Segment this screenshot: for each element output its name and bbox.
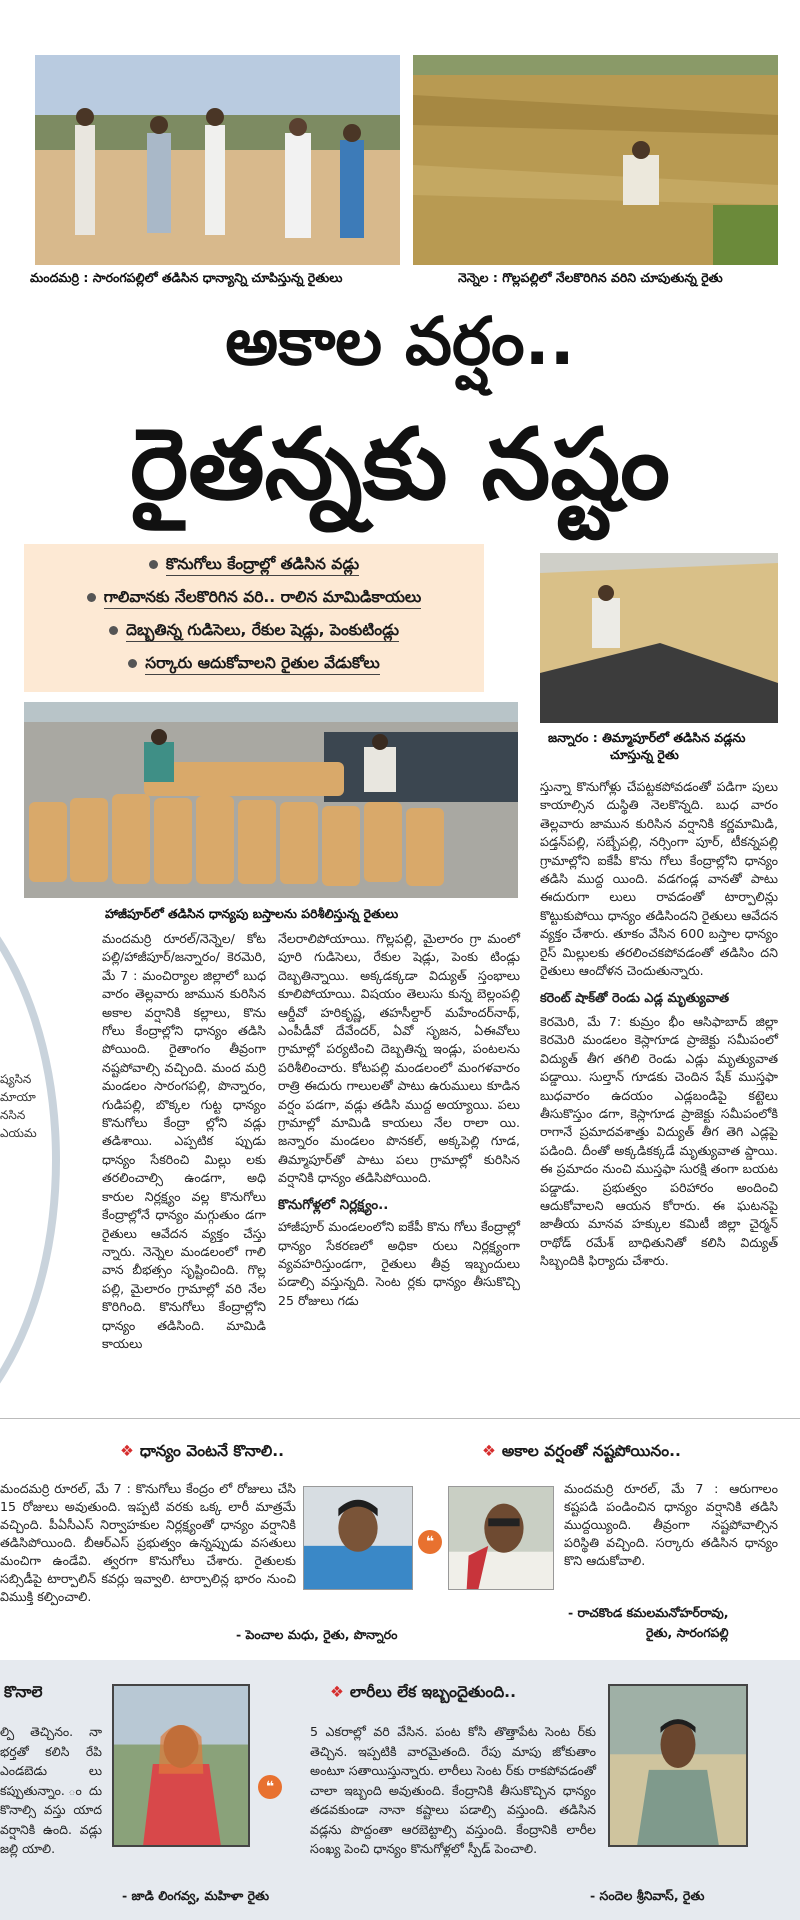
photo-frame-jadi-lingavva [112,1684,250,1847]
photo-farmer-penchala-madhu [303,1486,413,1590]
quote-text-4: 5 ఎకరాల్లో వరి వేసిన. పంట కోసి తొత్తాపేట సెంట ర్‌కు తెచ్చిన. ఇప్పటికి వారమైతంది. రేపు మాపు జోకుతాం అంటూ సతాయిస్తున్నారు. లారీలు సెంట ర్‌కు రాకపోవడంతో చాలా ఇబ్బంది అవుతుంది. కేంద్రానికి తీసుకొచ్చిన ధాన్యం తడవకుండా నానా కష్టాలు పడాల్సి వస్తుంది. తడిసిన వడ్లను పొద్దంతా ఆరబెట్టాల్సి వస్తుంది. కేంద్రానికి లారీల సంఖ్య పెంచి ధాన్యం కొనుగోళ్లలో స్పీడ్‌ పెంచాలి. [310,1724,596,1856]
quote-heading-3: కొనాలె [4,1683,43,1701]
photo-farmers-showing-wet-grain [35,55,400,265]
subheading-electric-shock: కరెంట్‌ షాక్‌తో రెండు ఎడ్ల మృత్యువాత [540,991,730,1007]
quote-icon: ❝ [258,1775,282,1799]
quote-text-1: మందమర్రి రూరల్‌, మే 7 : కొనుగోలు కేంద్రం లో రోజులు చేసి 15 రోజులు అవుతుంది. ఇప్పటి వరకు ఒక్క లారీ మాత్రమే వచ్చింది. పీఏసీఎస్‌ నిర్వాహకుల నిర్లక్ష్యంతో ధాన్యం వర్షానికి తడిసిపోయింది. బీఆర్‌ఎస్‌ ప్రభుత్వం ఉన్నప్పుడు వసతులు మంచిగా ఉండేవి. త్వరగా కొనుగోలు చేశారు. రైతులకు సబ్సిడీపై టార్పాలిన్‌ కవర్లు ఇవ్వాలి. టార్పాలిన్ల భారం నుంచి విముక్తి కల్పించాలి. [0,1481,296,1604]
caption-right-mid-2: చూస్తున్న రైతు [610,747,679,762]
quote-signature-2a: - రాచకొండ కమలమనోహర్‌రావు, [568,1605,729,1620]
diamond-icon: ❖ [482,1442,496,1460]
photo-farmer-fallen-paddy [413,55,778,265]
quote-heading-2: ❖ అకాల వర్షంతో నష్టపోయినం.. [482,1442,681,1460]
quote-signature-1: - పెంచాల మధు, రైతు, పొన్నారం [236,1627,398,1642]
caption-top-right: నెన్నెల : గొల్లపల్లిలో నేలకొరిగిన వరిని చూపుతున్న రైతు [458,270,723,285]
bullet-icon [87,593,96,602]
bullet-icon [128,659,137,668]
quote-text-2: మందమర్రి రూరల్‌, మే 7 : ఆరుగాలం కష్టపడి పండించిన ధాన్యం వర్షానికి తడిసి ముద్దయ్యింది. తీవ్రంగా నష్టపోవాల్సిన పరిస్థితి వచ్చింది. సర్కారు తడిసిన ధాన్యం కొని ఆదుకోవాలి. [564,1481,778,1568]
article-column-3: స్తున్నా కొనుగోళ్లు చేపట్టకపోవడంతో పడిగా పులు కాయాల్సిన దుస్థితి నెలకొన్నది. బుధ వారం తెల్లవారు జామున కురిసిన వర్షానికి కర్ణమామిడి, పడ్తన్‌పల్లి, సబ్బేపల్లి, నర్సింగా పూర్‌, టీకన్నపల్లి గ్రామాల్లోని ఐకేపీ కొను గోలు కేంద్రాల్లోని ధాన్యం తడిసి ముద్ద యింది. వడగండ్ల వానతో పాటు ఈదురుగా లులు రావడంతో టార్పాలిన్లు కొట్టుకుపోయి ధాన్యం తడిసిందని రైతులు ఆవేదన వ్యక్తం చేశారు. తూకం వేసిన 600 బస్తాల ధాన్యం రైస్‌ మిల్లులకు తరలించకపోవడంతో తడిసిం దని రైతులు ఆందోళన చెందుతున్నారు. కరెంట్‌ షాక్‌తో రెండు ఎడ్ల మృత్యువాత కెరమెరి, మే 7: కుమ్రం భీం ఆసిఫాబాద్‌ జిల్లా కెరమెరి మండలం కెస్లాగూడ ప్రాజెక్టు సమీపంలో విద్యుత్‌ తీగ తగిలి రెండు ఎడ్లు మృత్యువాత పడ్డాయి. సుల్తాన్‌ గూడకు చెందిన షేక్‌ ముస్తఫా బుధవారం ఉదయం ఎడ్లబండిపై కట్టెలు తీసుకొస్తుం డగా, కెస్లాగూడ ప్రాజెక్టు సమీపంలోకి రాగానే ప్రమాదవశాత్తు విద్యుత్‌ తీగ తెగి ఎడ్లపై పడింది. దీంతో అక్కడికక్కడే మృత్యువాత ప్డాయి. ఈ ప్రమాదం నుంచి ముస్తఫా సురక్షి తంగా బయట పడ్డాడు. ప్రభుత్వం పరిహారం అందించి ఆదుకోవాలని ఆయన కోరారు. ఈ ఘటనపై జాతీయ మానవ హక్కుల కమిటీ జిల్లా చైర్మన్‌ రాథోడ్‌ రమేశ్‌ బాధితునితో కలిసి విద్యుత్‌ సిబ్బందికి ఫిర్యాదు చేశారు. [540,779,778,1269]
quote-text-3: ల్పి తెచ్చినం. నా భర్తతో కలిసి రేపి ఎండబెడు లు కప్పుతున్నాం. ందు కొనాల్సి వస్తు యాద వర్షానికి ఉంది. వడ్లు జల్లి యాలి. [0,1724,102,1856]
headline-line-2: రైతన్నకు నష్టం [130,408,670,522]
diamond-icon: ❖ [330,1683,344,1701]
quote-heading-1: ❖ ధాన్యం వెంటనే కొనాలి.. [120,1442,284,1460]
quote-signature-4: - సందెల శ్రీనివాస్‌, రైతు [590,1888,705,1903]
caption-top-left: మందమర్రి : సారంగపల్లిలో తడిసిన ధాన్యాన్ని చూపిస్తున్న రైతులు [30,270,343,285]
highlight-item: సర్కారు ఆదుకోవాలని రైతుల వేడుకోలు [24,654,484,676]
photo-farmer-kamala-manohar-rao [448,1486,554,1590]
photo-grain-bags [24,702,518,898]
photo-farmer-checking-wet-grain [540,553,778,723]
bullet-icon [149,560,158,569]
left-edge-fragments: ష్యసిన మాయా నసిన ఎయమ [0,1072,37,1140]
highlight-item: దెబ్బతిన్న గుడిసెలు, రేకుల షెడ్లు, పెంకుటిండ్లు [24,621,484,643]
left-edge-circle [0,860,60,1460]
quote-signature-3: - జాడి లింగవ్వ, మహిళా రైతు [122,1888,270,1903]
bullet-icon [109,626,118,635]
photo-frame-sandela-srinivas [608,1684,748,1847]
caption-right-mid-1: జన్నారం : తిమ్మాపూర్‌లో తడిసిన వడ్లను [548,730,746,745]
subheading-negligence: కొనుగోళ్లలో నిర్లక్ష్యం.. [278,1196,389,1213]
article-column-1: మందమర్రి రూరల్‌/నెన్నెల/ కోట పల్లి/హాజీపూర్‌/జన్నారం/ కెరమెరి, మే 7 : మంచిర్యాల జిల్లాలో బుధ వారం తెల్లవారు జామున కురిసిన అకాల వర్షానికి కల్లాలు, కొను గోలు కేంద్రాల్లోని ధాన్యం తడిసి పోయింది. రైతాంగం తీవ్రంగా నష్టపోవాల్సి వచ్చింది. మంద మర్రి మండలం సారంగపల్లి, పొన్నారం, గుడిపల్లి, బొక్కల గుట్ట ధాన్యం కొనుగోలు కేంద్రా ల్లోని వడ్లు తడిశాయి. ఎప్పటిక ప్పుడు ధాన్యం సేకరించి మిల్లు లకు తరలించాల్సి ఉండగా, అధి కారుల నిర్లక్ష్యం వల్ల కొనుగోలు కేంద్రాల్లోనే ధాన్యం మగ్గుతుం డగా రైతులు ఆవేదన వ్యక్తం చేస్తు న్నారు. నెన్నెల మండలంలో గాలి వాన బీభత్సం సృష్టించింది. గొల్ల పల్లి, మైలారం గ్రామాల్లో వరి నేల కొరిగింది. కొనుగోలు కేంద్రాల్లోని ధాన్యం తడిసింది. మామిడి కాయలు [102,931,266,1351]
highlight-item: గాలివానకు నేలకొరిగిన వరి.. రాలిన మామిడికాయలు [24,588,484,610]
quote-signature-2b: రైతు, సారంగపల్లి [646,1625,729,1640]
quote-heading-4: ❖ లారీలు లేక ఇబ్బందైతుంది.. [330,1683,516,1701]
highlight-item: కొనుగోలు కేంద్రాల్లో తడిసిన వడ్లు [24,555,484,577]
headline-line-1: అకాల వర్షం.. [225,303,575,380]
divider-rule [0,1418,800,1419]
highlights-box [24,544,484,692]
diamond-icon: ❖ [120,1442,134,1460]
article-column-2: నేలరాలిపోయాయి. గొల్లపల్లి, మైలారం గ్రా మంలో పూరి గుడిసెలు, రేకుల షెడ్లు, పెంకు టిండ్లు దెబ్బతిన్నాయి. అక్కడక్కడా విద్యుత్‌ స్తంభాలు కూలిపోయాయి. విషయం తెలుసు కున్న బెల్లంపల్లి ఆర్డీవో హరికృష్ణ, తహసీల్దార్‌ మహేందర్‌నాథ్‌, ఎంపీడీవో దేవేందర్‌, ఏవో సృజన, ఏఈవోలు గ్రామాల్లో పర్యటించి దెబ్బతిన్న ఇండ్లు, పంటలను పరిశీలించారు. కోటపల్లి మండలంలో మంగళవారం రాత్రి ఈదురు గాలులతో పాటు ఉరుములు కూడిన వర్షం పడగా, వడ్లు తడిసి ముద్ద అయ్యాయి. పలు గ్రామాల్లో మామిడి కాయలు నేల రాలా యి. జన్నారం మండలం పొనకల్‌, అక్కపెల్లి గూడ, తిమ్మాపూర్‌తో పాటు పలు గ్రామాల్లో కురిసిన వర్షానికి ధాన్యం తడిసిపోయింది. కొనుగోళ్లలో నిర్లక్ష్యం.. హాజీపూర్‌ మండలంలోని ఐకేపీ కొను గోలు కేంద్రాల్లో ధాన్యం సేకరణలో అధికా రులు నిర్లక్ష్యంగా వ్యవహరిస్తుండగా, రైతులు తీవ్ర ఇబ్బందులు పడాల్సి వస్తున్నది. సెంట ర్లకు ధాన్యం తీసుకొచ్చి 25 రోజులు గడు [278,931,520,1308]
caption-center: హాజీపూర్‌లో తడిసిన ధాన్యపు బస్తాలను పరిశీలిస్తున్న రైతులు [105,906,399,921]
quote-icon: ❝ [418,1530,442,1554]
